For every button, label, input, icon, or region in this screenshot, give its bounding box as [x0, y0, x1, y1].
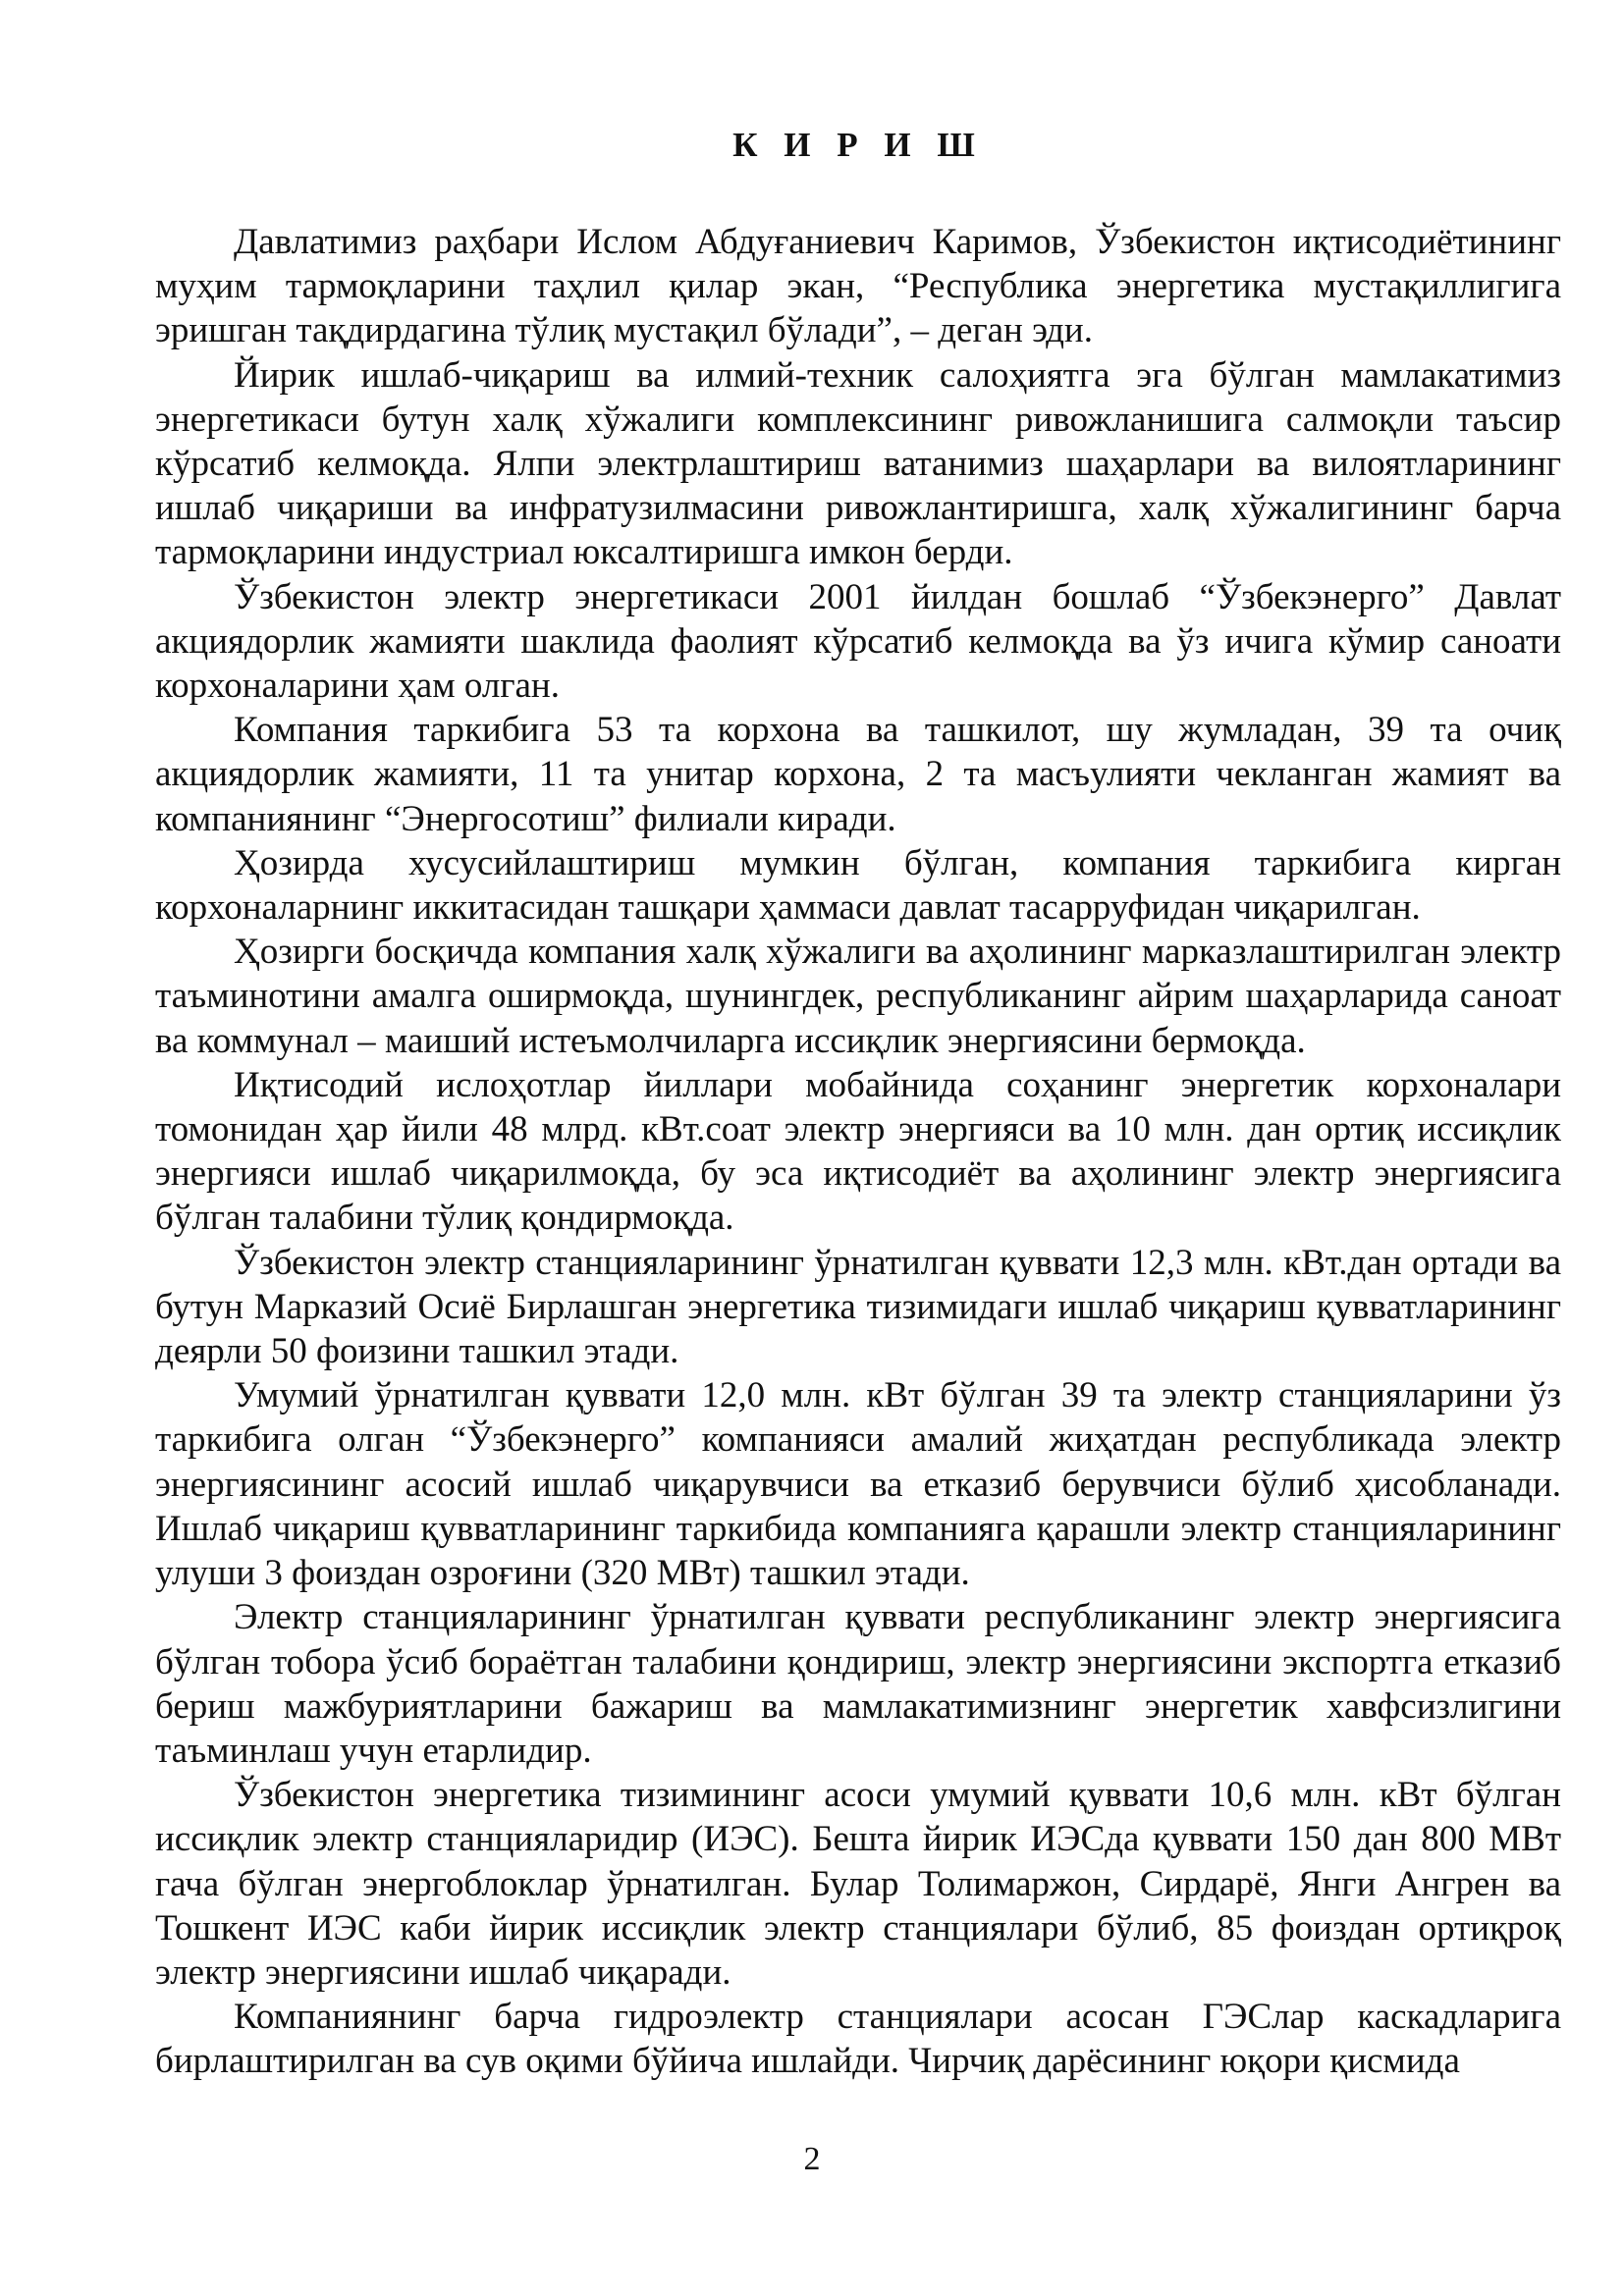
paragraph-11: Ўзбекистон энергетика тизимининг асоси умумий қуввати 10,6 млн. кВт бўлган иссиқлик электр станцияларидир (ИЭС). Бешта йирик ИЭСда қуввати 150 дан 800 МВт гача бўлган энергоблоклар ўрнатилган. Булар Толимаржон, Сирдарё, Янги Ангрен ва Тошкент ИЭС каби йирик иссиқлик электр станциялари бўлиб, 85 фоиздан ортиқроқ электр энергиясини ишлаб чиқаради. [155, 1775, 1561, 1993]
paragraph-3: Ўзбекистон электр энергетикаси 2001 йилдан бошлаб “Ўзбекэнерго” Давлат акциядорлик жамияти шаклида фаолият кўрсатиб келмоқда ва ўз ичига кўмир саноати корхоналарини ҳам олган. [155, 576, 1561, 707]
paragraph-5: Ҳозирда хусусийлаштириш мумкин бўлган, компания таркибига кирган корхоналарнинг иккитасидан ташқари ҳаммаси давлат тасарруфидан чиқарилган. [155, 842, 1561, 929]
paragraph-4: Компания таркибига 53 та корхона ва ташкилот, шу жумладан, 39 та очиқ акциядорлик жамияти, 11 та унитар корхона, 2 та масъулияти чекланган жамият ва компаниянинг “Энергосотиш” филиали киради. [155, 710, 1561, 839]
paragraph-10: Электр станцияларининг ўрнатилган қуввати республиканинг электр энергиясига бўлган тобора ўсиб бораётган талабини қондириш, электр энергиясини экспортга етказиб бериш мажбуриятларини бажариш ва мамлакатимизнинг энергетик хавфсизлигини таъминлаш учун етарлидир. [155, 1597, 1561, 1771]
paragraph-6: Ҳозирги босқичда компания халқ хўжалиги ва аҳолининг марказлаштирилган электр таъминотини амалга оширмоқда, шунингдек, республиканинг айрим шаҳарларида саноат ва коммунал – маиший истеъмолчиларга иссиқлик энергиясини бермоқда. [155, 932, 1561, 1061]
paragraph-7: Иқтисодий ислоҳотлар йиллари мобайнида соҳанинг энергетик корхоналари томонидан ҳар йили 48 млрд. кВт.соат электр энергияси ва 10 млн. дан ортиқ иссиқлик энергияси ишлаб чиқарилмоқда, бу эса иқтисодиёт ва аҳолининг электр энергиясига бўлган талабини тўлиқ қондирмоқда. [155, 1064, 1561, 1239]
page-number: 2 [803, 2141, 821, 2177]
paragraph-2: Йирик ишлаб-чиқариш ва илмий-техник салоҳиятга эга бўлган мамлакатимиз энергетикаси бутун халқ хўжалиги комплексининг ривожланишига салмоқли таъсир кўрсатиб келмоқда. Ялпи электрлаштириш ватанимиз шаҳарлари ва вилоятларининг ишлаб чиқариши ва инфратузилмасини ривожлантиришга, халқ хўжалигининг барча тармоқларини индустриал юксалтиришга имкон берди. [155, 354, 1561, 573]
paragraph-8: Ўзбекистон электр станцияларининг ўрнатилган қуввати 12,3 млн. кВт.дан ортади ва бутун Марказий Осиё Бирлашган энергетика тизимидаги ишлаб чиқариш қувватларининг деярли 50 фоизини ташкил этади. [155, 1242, 1561, 1372]
page-title: К И Р И Ш [732, 126, 984, 164]
document-body [155, 126, 1561, 2084]
paragraph-12: Компаниянинг барча гидроэлектр станциялари асосан ГЭСлар каскадларига бирлаштирилган ва сув оқими бўйича ишлайди. Чирчиқ дарёсининг юқори қисмида [155, 1997, 1561, 2082]
paragraph-9: Умумий ўрнатилган қуввати 12,0 млн. кВт бўлган 39 та электр станцияларини ўз таркибига олган “Ўзбекэнерго” компанияси амалий жиҳатдан республикада электр энергиясининг асосий ишлаб чиқарувчиси ва етказиб берувчиси бўлиб ҳисобланади. Ишлаб чиқариш қувватларининг таркибида компанияга қарашли электр станцияларининг улуши 3 фоиздан озроғини (320 МВт) ташкил этади. [155, 1375, 1561, 1594]
paragraph-1: Давлатимиз раҳбари Ислом Абдуғаниевич Каримов, Ўзбекистон иқтисодиётининг муҳим тармоқларини таҳлил қилар экан, “Республика энергетика мустақиллигига эришган тақдирдагина тўлиқ мустақил бўлади”, – деган эди. [155, 222, 1561, 351]
